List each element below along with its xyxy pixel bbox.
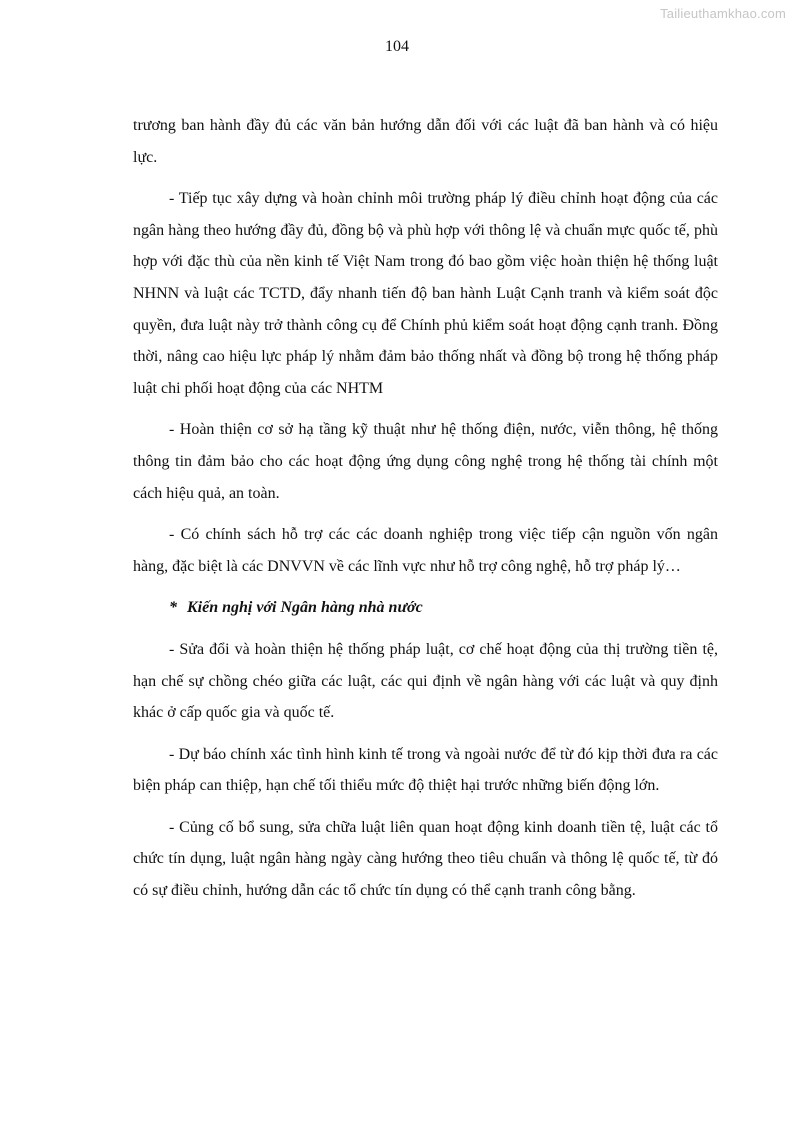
paragraph-continuation: trương ban hành đầy đủ các văn bản hướng dẫn đối với các luật đã ban hành và có hiệu lực.	[133, 117, 718, 166]
paragraph-infrastructure: - Hoàn thiện cơ sở hạ tầng kỹ thuật như hệ thống điện, nước, viễn thông, hệ thống thông tin đảm bảo cho các hoạt động ứng dụng công nghệ trong hệ thống tài chính một cách hiệu quả, an toàn.	[133, 421, 718, 502]
paragraph-legal-revision: - Sửa đổi và hoàn thiện hệ thống pháp luật, cơ chế hoạt động của thị trường tiền tệ, hạn chế sự chồng chéo giữa các luật, các qui định về ngân hàng với các luật và quy định khác ở cấp quốc gia và quốc tế.	[133, 640, 718, 722]
section-heading	[133, 592, 718, 624]
paragraph-sme-support: - Có chính sách hỗ trợ các các doanh nghiệp trong việc tiếp cận nguồn vốn ngân hàng, đặc biệt là các DNVVN về các lĩnh vực như hỗ trợ công nghệ, hỗ trợ pháp lý…	[133, 526, 718, 575]
page-number: 104	[385, 38, 409, 55]
watermark-text: Tailieuthamkhao.com	[660, 6, 786, 21]
paragraph-forecast: - Dự báo chính xác tình hình kinh tế trong và ngoài nước để từ đó kịp thời đưa ra các biện pháp can thiệp, hạn chế tối thiểu mức độ thiệt hại trước những biến động lớn.	[133, 745, 718, 795]
heading-bullet: *	[169, 599, 177, 617]
document-body	[133, 110, 718, 917]
heading-text: Kiến nghị với Ngân hàng nhà nước	[187, 599, 423, 617]
paragraph-legal-environment: - Tiếp tục xây dựng và hoàn chỉnh môi trường pháp lý điều chỉnh hoạt động của các ngân hàng theo hướng đầy đủ, đồng bộ và phù hợp với thông lệ và chuẩn mực quốc tế, phù hợp với đặc thù của nền kinh tế Việt Nam trong đó bao gồm việc hoàn thiện hệ thống luật NHNN và luật các TCTD, đẩy nhanh tiến độ ban hành Luật Cạnh tranh và kiểm soát độc quyền, đưa luật này trở thành công cụ để Chính phủ kiểm soát hoạt động cạnh tranh. Đồng thời, nâng cao hiệu lực pháp lý nhằm đảm bảo thống nhất và đồng bộ trong hệ thống pháp luật chi phối hoạt động của các NHTM	[133, 190, 718, 397]
paragraph-law-consolidation: - Củng cố bổ sung, sửa chữa luật liên quan hoạt động kinh doanh tiền tệ, luật các tổ chức tín dụng, luật ngân hàng ngày càng hướng theo tiêu chuẩn và thông lệ quốc tế, từ đó có sự điều chỉnh, hướng dẫn các tổ chức tín dụng có thể cạnh tranh công bằng.	[133, 818, 718, 900]
